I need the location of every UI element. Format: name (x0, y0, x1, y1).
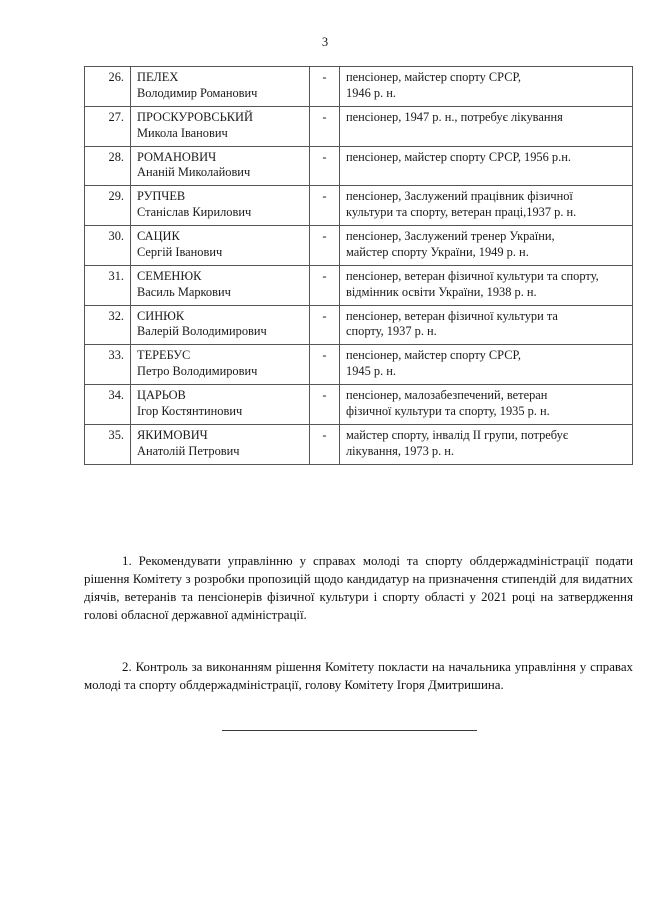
person-given-name: Василь Маркович (137, 284, 231, 299)
row-description (340, 265, 633, 305)
description-line: майстер спорту України, 1949 р. н. (346, 244, 529, 259)
description-line: пенсіонер, ветеран фізичної культури та спорту, (346, 268, 599, 283)
roster-table (84, 66, 633, 465)
row-description (340, 146, 633, 186)
person-surname: ЦАРЬОВ (137, 388, 186, 402)
resolution-paragraph-2: 2. Контроль за виконанням рішення Комітету покласти на начальника управління у справах молоді та спорту облдержадміністрації, голову Комітету Ігоря Дмитришина. (84, 659, 633, 692)
row-dash: - (310, 305, 340, 345)
row-dash: - (310, 67, 340, 107)
row-person-name (131, 305, 310, 345)
row-number: 35. (85, 424, 131, 464)
table-row (85, 67, 633, 107)
row-dash: - (310, 424, 340, 464)
person-surname: ТЕРЕБУС (137, 348, 191, 363)
row-number: 28. (85, 146, 131, 186)
row-description (340, 424, 633, 464)
row-dash: - (310, 385, 340, 425)
description-line: відмінник освіти України, 1938 р. н. (346, 284, 537, 299)
row-person-name (131, 424, 310, 464)
description-line: пенсіонер, 1947 р. н., потребує лікування (346, 109, 563, 124)
table-row (85, 265, 633, 305)
resolution-paragraph-1: 1. Рекомендувати управлінню у справах молоді та спорту облдержадміністрації подати рішення Комітету з розробки пропозицій щодо кандидатур на призначення стипендій для видатних діячів, ветеранів та пенсіонерів фізичної культури і спорту області у 2021 році на затвердження голові обласної державної адміністрації. (84, 553, 633, 623)
table-row (85, 345, 633, 385)
row-dash: - (310, 146, 340, 186)
description-line: майстер спорту, інвалід ІІ групи, потребує (346, 427, 569, 442)
person-given-name: Володимир Романович (137, 85, 258, 100)
table-row (85, 106, 633, 146)
row-number: 34. (85, 385, 131, 425)
table-row (85, 305, 633, 345)
table-row (85, 424, 633, 464)
table-row (85, 186, 633, 226)
person-surname: СИНЮК (137, 308, 185, 323)
description-line: пенсіонер, малозабезпечений, ветеран (346, 388, 548, 402)
row-dash: - (310, 226, 340, 266)
row-number: 27. (85, 106, 131, 146)
row-number: 29. (85, 186, 131, 226)
person-surname: РОМАНОВИЧ (137, 149, 217, 164)
row-person-name (131, 265, 310, 305)
person-surname: РУПЧЕВ (137, 189, 186, 204)
row-description (340, 305, 633, 345)
person-given-name: Станіслав Кирилович (137, 205, 252, 220)
table-row (85, 226, 633, 266)
row-dash: - (310, 186, 340, 226)
person-given-name: Ананій Миколайович (137, 165, 251, 180)
person-surname: ЯКИМОВИЧ (137, 427, 208, 442)
row-dash: - (310, 106, 340, 146)
row-description (340, 226, 633, 266)
table-row (85, 385, 633, 425)
row-description (340, 385, 633, 425)
person-given-name: Анатолій Петрович (137, 443, 240, 458)
table-row (85, 146, 633, 186)
description-line: пенсіонер, Заслужений працівник фізичної (346, 189, 573, 204)
description-line: пенсіонер, майстер спорту СРСР, (346, 70, 521, 84)
description-line: пенсіонер, ветеран фізичної культури та (346, 308, 558, 323)
person-surname: САЦИК (137, 229, 180, 243)
row-person-name (131, 146, 310, 186)
person-surname: СЕМЕНЮК (137, 268, 202, 283)
person-given-name: Петро Володимирович (137, 364, 258, 379)
description-line: 1945 р. н. (346, 364, 396, 379)
row-number: 30. (85, 226, 131, 266)
row-person-name (131, 186, 310, 226)
row-description (340, 345, 633, 385)
row-person-name (131, 385, 310, 425)
row-person-name (131, 67, 310, 107)
description-line: 1946 р. н. (346, 85, 396, 100)
row-dash: - (310, 265, 340, 305)
description-line: пенсіонер, Заслужений тренер України, (346, 229, 555, 243)
person-surname: ПРОСКУРОВСЬКИЙ (137, 109, 253, 124)
roster-table-body (85, 67, 633, 465)
row-number: 26. (85, 67, 131, 107)
row-description (340, 106, 633, 146)
person-given-name: Ігор Костянтинович (137, 403, 243, 418)
row-number: 33. (85, 345, 131, 385)
row-description (340, 67, 633, 107)
row-person-name (131, 226, 310, 266)
row-number: 32. (85, 305, 131, 345)
page-number: 3 (321, 35, 329, 49)
row-person-name (131, 106, 310, 146)
description-line: пенсіонер, майстер спорту СРСР, (346, 348, 521, 363)
person-given-name: Сергій Іванович (137, 244, 223, 259)
description-line: лікування, 1973 р. н. (346, 443, 455, 458)
row-description (340, 186, 633, 226)
closing-divider (222, 730, 477, 731)
row-number: 31. (85, 265, 131, 305)
row-person-name (131, 345, 310, 385)
description-line: пенсіонер, майстер спорту СРСР, 1956 р.н. (346, 149, 571, 164)
person-given-name: Микола Іванович (137, 125, 228, 140)
description-line: спорту, 1937 р. н. (346, 324, 437, 339)
description-line: фізичної культури та спорту, 1935 р. н. (346, 403, 550, 418)
row-dash: - (310, 345, 340, 385)
person-surname: ПЕЛЕХ (137, 70, 179, 84)
description-line: культури та спорту, ветеран праці,1937 р. н. (346, 205, 577, 220)
person-given-name: Валерій Володимирович (137, 324, 267, 339)
